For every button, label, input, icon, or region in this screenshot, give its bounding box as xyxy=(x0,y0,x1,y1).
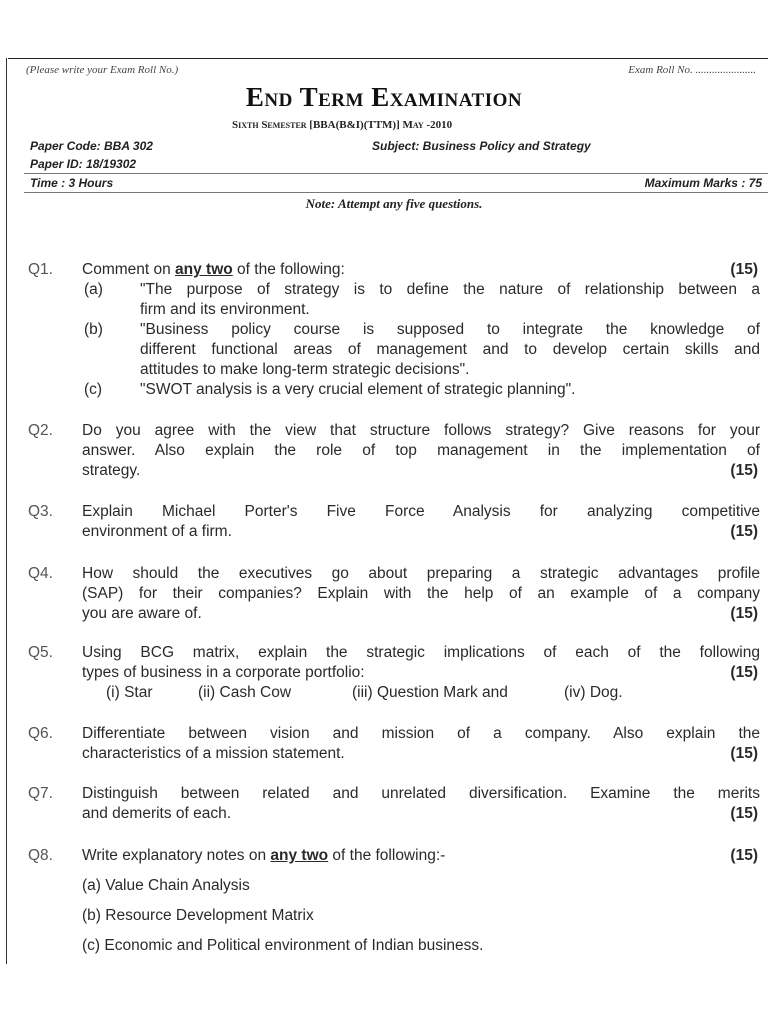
business-type-star: (i) Star xyxy=(106,684,153,701)
question-text: (SAP) for their companies? Explain with the help of an example of a company xyxy=(82,585,760,602)
question-text: answer. Also explain the role of top management in the implementation of xyxy=(82,442,760,459)
marks: (15) xyxy=(730,664,758,681)
question-text: Distinguish between related and unrelated diversification. Examine the merits xyxy=(82,785,760,802)
marks: (15) xyxy=(730,462,758,479)
subject: Subject: Business Policy and Strategy xyxy=(372,139,591,153)
marks: (15) xyxy=(730,847,758,864)
marks: (15) xyxy=(730,261,758,278)
exam-title: End Term Examination xyxy=(245,82,523,112)
subpart-text: attitudes to make long-term strategic decisions". xyxy=(140,361,470,378)
marks: (15) xyxy=(730,523,758,540)
subpart-text: "Business policy course is supposed to integrate the knowledge of xyxy=(140,321,760,338)
business-type-cash-cow: (ii) Cash Cow xyxy=(198,684,292,701)
paper-code: Paper Code: BBA 302 xyxy=(30,139,153,153)
top-border xyxy=(8,58,768,59)
question-text: environment of a firm. xyxy=(82,523,232,540)
left-border xyxy=(6,58,7,964)
roll-number-instruction: (Please write your Exam Roll No.) xyxy=(26,64,179,76)
question-text: Explain Michael Porter's Five Force Analysis for analyzing competitive xyxy=(82,503,760,520)
subpart-label: (c) xyxy=(84,381,103,398)
question-text: and demerits of each. xyxy=(82,805,232,822)
emphasis: any two xyxy=(175,261,233,278)
question-number: Q8. xyxy=(28,847,53,864)
note-topic-a: (a) Value Chain Analysis xyxy=(82,877,250,894)
question-number: Q1. xyxy=(28,261,53,278)
meta-divider xyxy=(24,173,768,174)
subpart-label: (a) xyxy=(84,281,103,298)
paper-id: Paper ID: 18/19302 xyxy=(30,157,137,171)
question-text: characteristics of a mission statement. xyxy=(82,745,345,762)
subpart-label: (b) xyxy=(84,321,103,338)
note-topic-b: (b) Resource Development Matrix xyxy=(82,907,314,924)
emphasis: any two xyxy=(270,847,329,864)
question-text: Using BCG matrix, explain the strategic implications of each of the following xyxy=(82,644,760,661)
question-text: Differentiate between vision and mission of a company. Also explain the xyxy=(82,725,760,742)
note-topic-c: (c) Economic and Political environment of Indian business. xyxy=(82,937,484,954)
question-text: you are aware of. xyxy=(82,605,202,622)
marks: (15) xyxy=(730,605,758,622)
business-type-question-mark: (iii) Question Mark and xyxy=(352,684,508,701)
subpart-text: firm and its environment. xyxy=(140,301,310,318)
question-text: strategy. xyxy=(82,462,141,479)
business-type-dog: (iv) Dog. xyxy=(564,684,623,701)
subpart-text: "The purpose of strategy is to define the nature of relationship between a xyxy=(140,281,760,298)
exam-roll-number-field: Exam Roll No. ...................... xyxy=(628,64,756,76)
maximum-marks: Maximum Marks : 75 xyxy=(644,176,762,190)
time-allowed: Time : 3 Hours xyxy=(30,176,114,190)
question-text: types of business in a corporate portfolio: xyxy=(82,664,365,681)
question-number: Q7. xyxy=(28,785,53,802)
question-text: How should the executives go about preparing a strategic advantages profile xyxy=(82,565,760,582)
subpart-text: "SWOT analysis is a very crucial element of strategic planning". xyxy=(140,381,576,398)
marks: (15) xyxy=(730,745,758,762)
question-number: Q5. xyxy=(28,644,53,661)
exam-subtitle: Sixth Semester [BBA(B&I)(TTM)] May -2010 xyxy=(232,119,453,131)
question-text: Do you agree with the view that structure follows strategy? Give reasons for your xyxy=(82,422,760,439)
question-number: Q2. xyxy=(28,422,53,439)
question-number: Q6. xyxy=(28,725,53,742)
question-number: Q4. xyxy=(28,565,53,582)
question-text: Write explanatory notes on any two of the following:- xyxy=(82,847,446,864)
question-number: Q3. xyxy=(28,503,53,520)
note-divider xyxy=(24,192,768,193)
exam-note: Note: Attempt any five questions. xyxy=(305,196,483,211)
marks: (15) xyxy=(730,805,758,822)
subpart-text: different functional areas of management and to develop certain skills and xyxy=(140,341,760,358)
question-text: Comment on any two of the following: xyxy=(82,261,345,278)
